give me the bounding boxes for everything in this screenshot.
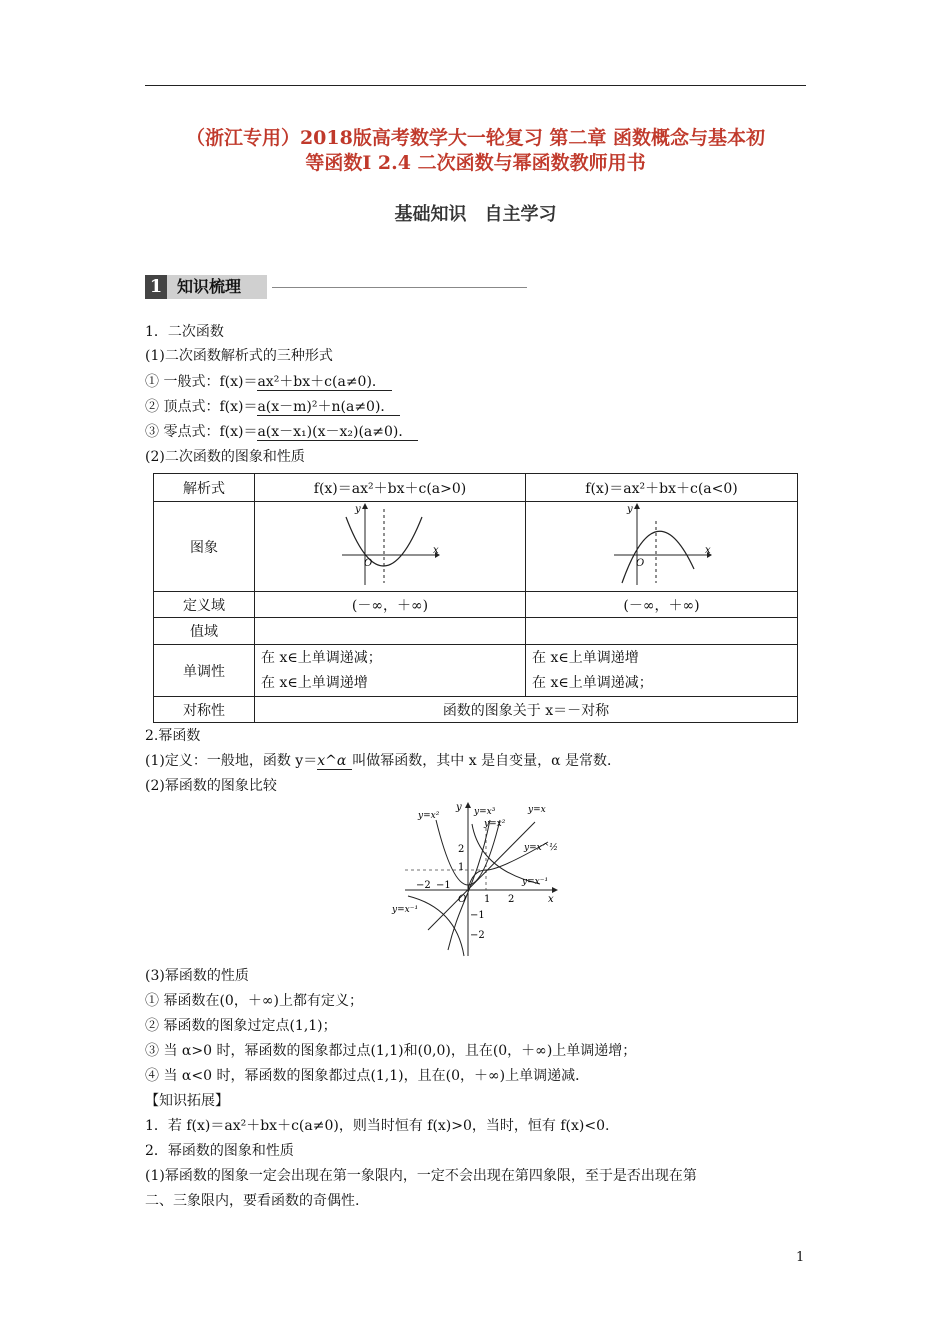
extension-item-3b: 二、三象限内，要看函数的奇偶性.: [145, 1193, 360, 1209]
form-general-expr: ax²＋bx＋c(a≠0)．: [257, 374, 391, 391]
power-functions-graph: [390, 800, 565, 958]
power-props-title: (3)幂函数的性质: [145, 968, 249, 984]
definition-suffix: 叫做幂函数，其中 x 是自变量，α 是常数．: [352, 753, 621, 769]
table-row: [154, 697, 798, 723]
power-prop-item: ② 幂函数的图象过定点(1,1)；: [145, 1018, 337, 1034]
downward-parabola-graph: [612, 503, 712, 587]
page-title: [145, 126, 806, 176]
form-general-prefix: ① 一般式：f(x)＝: [145, 374, 258, 390]
form-vertex: [145, 397, 400, 417]
symmetry-text: 函数的图象关于 x＝－对称: [255, 697, 798, 723]
table-row: [154, 618, 798, 645]
y-axis-arrow: [634, 503, 640, 509]
heading-forms: (1)二次函数解析式的三种形式: [145, 348, 333, 364]
monotonic-text: 在 x∈上单调递增: [261, 674, 368, 691]
extension-item-2: 2．幂函数的图象和性质: [145, 1143, 294, 1159]
label-x-inverse-1: y=x⁻¹: [522, 877, 549, 887]
monotonic-a-positive: [255, 645, 526, 697]
label-x-inverse-2: y=x⁻¹: [392, 905, 419, 915]
form-zero-expr: a(x－x₁)(x－x₂)(a≠0)．: [257, 424, 418, 441]
row-label-graph: 图象: [154, 502, 255, 592]
origin-label: O: [364, 557, 373, 569]
form-general: [145, 372, 392, 392]
tick-x-neg1: −1: [436, 880, 451, 891]
monotonic-a-negative: [526, 645, 798, 697]
form-vertex-expr: a(x－m)²＋n(a≠0)．: [257, 399, 400, 416]
table-header-cell: 解析式: [154, 474, 255, 502]
title-line-1: （浙江专用）2018版高考数学大一轮复习 第二章 函数概念与基本初: [185, 127, 766, 149]
power-prop-item: ④ 当 α<0 时，幂函数的图象都过点(1,1)，且在(0，＋∞)上单调递减．: [145, 1068, 590, 1084]
row-label-domain: 定义域: [154, 592, 255, 618]
section-header: [145, 275, 527, 299]
form-zero: [145, 422, 418, 442]
tick-y-2: 2: [458, 844, 465, 855]
range-a-negative: [526, 618, 798, 645]
row-label-symmetry: 对称性: [154, 697, 255, 723]
parabola-curve: [622, 531, 694, 583]
monotonic-text: 在 x∈上单调递减；: [532, 674, 653, 691]
table-header-cell: f(x)＝ax²＋bx＋c(a>0): [255, 474, 526, 502]
label-x-squared-2: y=x²: [484, 819, 506, 829]
power-compare-heading: (2)幂函数的图象比较: [145, 778, 277, 794]
tick-x-1: 1: [484, 894, 491, 905]
definition-expr: x^α: [317, 753, 352, 770]
definition-prefix: (1)定义：一般地，函数 y＝: [145, 753, 318, 769]
tick-x-neg2: −2: [416, 880, 431, 891]
range-a-positive: [255, 618, 526, 645]
extension-item-3a: (1)幂函数的图象一定会出现在第一象限内，一定不会出现在第四象限，至于是否出现在第: [145, 1168, 697, 1184]
x-label: x: [433, 544, 439, 556]
domain-a-positive: (－∞，＋∞): [255, 592, 526, 618]
table-title: (2)二次函数的图象和性质: [145, 449, 305, 465]
origin-label: O: [635, 557, 644, 569]
table-row: [154, 645, 798, 697]
label-x: y=x: [528, 805, 546, 815]
y-label: y: [626, 503, 633, 515]
tick-x-2: 2: [508, 894, 515, 905]
power-prop-item: ③ 当 α>0 时，幂函数的图象都过点(1,1)和(0,0)，且在(0，＋∞)上单调递增；: [145, 1043, 637, 1059]
table-row: [154, 502, 798, 592]
monotonic-text: 在 x∈上单调递减；: [261, 649, 382, 666]
x-axis-arrow: [552, 887, 558, 893]
page-number: 1: [796, 1250, 805, 1265]
section-label: 知识梳理: [167, 275, 267, 299]
label-x-half: y=x^½: [524, 843, 558, 853]
axis-label-y: y: [456, 802, 462, 813]
row-label-monotonic: 单调性: [154, 645, 255, 697]
power-prop-item: ① 幂函数在(0，＋∞)上都有定义；: [145, 993, 363, 1009]
tick-y-neg2: −2: [470, 930, 485, 941]
domain-a-negative: (－∞，＋∞): [526, 592, 798, 618]
x-label: x: [704, 544, 711, 556]
graph-cell-a-positive: [255, 502, 526, 592]
y-axis-arrow: [465, 802, 471, 808]
heading-power-function: 2.幂函数: [145, 728, 201, 744]
axis-label-x: x: [548, 894, 554, 905]
form-vertex-prefix: ② 顶点式：f(x)＝: [145, 399, 258, 415]
heading-quadratic: 1．二次函数: [145, 324, 224, 340]
monotonic-text: 在 x∈上单调递增: [532, 649, 639, 666]
extension-item-1: 1．若 f(x)＝ax²＋bx＋c(a≠0)，则当时恒有 f(x)>0，当时，恒有 f(x)<0.: [145, 1118, 610, 1134]
quadratic-properties-table: [153, 473, 798, 723]
extension-heading: 【知识拓展】: [145, 1093, 229, 1109]
subtitle: 基础知识 自主学习: [394, 204, 557, 225]
y-label: y: [355, 503, 361, 515]
table-row: [154, 474, 798, 502]
section-rule: [272, 287, 527, 288]
power-definition: [145, 751, 621, 771]
label-x-cubed: y=x³: [474, 807, 496, 817]
top-rule: [145, 85, 806, 86]
row-label-range: 值域: [154, 618, 255, 645]
tick-y-neg1: −1: [470, 910, 485, 921]
tick-y-1: 1: [458, 862, 465, 873]
y-axis-arrow: [362, 503, 368, 509]
table-header-cell: f(x)＝ax²＋bx＋c(a<0): [526, 474, 798, 502]
label-x-squared: y=x²: [418, 811, 440, 821]
tick-origin: O: [458, 894, 467, 905]
table-row: [154, 592, 798, 618]
upward-parabola-graph: [340, 503, 440, 587]
title-line-2: 等函数Ⅰ 2.4 二次函数与幂函数教师用书: [305, 152, 646, 174]
form-zero-prefix: ③ 零点式：f(x)＝: [145, 424, 258, 440]
section-number: 1: [145, 275, 167, 299]
graph-cell-a-negative: [526, 502, 798, 592]
